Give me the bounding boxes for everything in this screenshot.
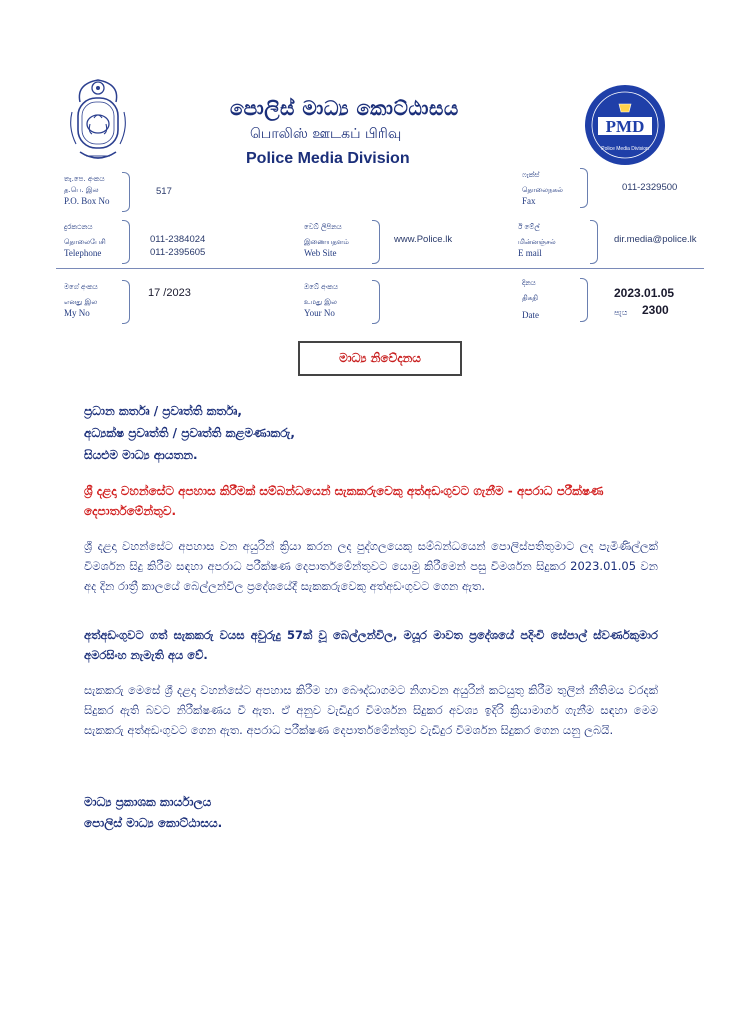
signature-block [84, 792, 658, 834]
pobox-label: තැ.පෙ. අංකය த.பெ. இல P.O. Box No [64, 175, 110, 206]
pmd-logo-text: PMD [605, 117, 645, 136]
header-divider [56, 268, 704, 269]
release-title-box [298, 341, 462, 376]
pmd-logo-ring-text: Police Media Division [601, 146, 649, 152]
website-value: www.Police.lk [394, 234, 453, 245]
your-no-label: ඔබේ අංකය உமது இல Your No [304, 283, 338, 318]
my-no-label: මගේ අංකය எனது இல My No [64, 283, 98, 318]
paragraph-2: අත්අඩංගුවට ගත් සැකකරු වයස අවුරුදු 57ක් වූ බෙල්ලන්විල, මයූර මාවත ප්‍රදේශයේ පදිංචි සේපාල් ස්වර්ණකුමාර අමරසිංහ නැමැති අය වේ. [84, 628, 658, 662]
website-brace [372, 220, 380, 264]
your-no-brace [372, 280, 380, 324]
email-brace [590, 220, 598, 264]
pmd-logo [584, 84, 666, 166]
address-line: අධ්‍යක්ෂ ප්‍රවෘත්ති / ප්‍රවෘත්ති කළමණාකරු, [84, 426, 295, 440]
title-sinhala: පොලිස් මාධ්‍ය කොට්ඨාසය [230, 96, 459, 120]
date-label: දිනය திகதி Date [522, 279, 539, 320]
release-title: මාධ්‍ය නිවේදනය [339, 351, 421, 365]
fax-brace [580, 168, 588, 208]
telephone-value-2: 011-2395605 [150, 247, 206, 258]
address-line: සියළුම මාධ්‍ය ආයතන. [84, 448, 198, 462]
title-english: Police Media Division [246, 150, 410, 167]
fax-label: ෆැක්ස් தொலைநகல் Fax [522, 171, 563, 206]
address-block [84, 400, 658, 466]
paragraph-3: සැකකරු මෙසේ ශ්‍රී දළදා වහන්සේට අපහාස කිරීම හා බෞද්ධාගමට නිගාවන අයුරින් කටයුතු කිරීම තුලින් නීතිමය වරදක් සිදුකර ඇති බවට නිරීක්ෂණය වී ඇත. ඒ අනුව වැඩිදුර විමර්ශන සිදුකර අවශ්‍ය ඉදිරි ක්‍රියාමාර්ග ගැනීම සඳහා මෙම සැකකරු අත්අඩංගුවට ගෙන ඇත. අපරාධ පරීක්ෂණ දෙපාර්තමේන්තුව වැඩිදුර විමර්ශන සිදුකර ගෙන යනු ලබයි. [84, 683, 658, 737]
email-label: ඊ මේල් மின்னஞ்சல் E mail [518, 223, 556, 258]
signature-line: පොලිස් මාධ්‍ය කොට්ඨාසය. [84, 816, 223, 830]
time-value: 2300 [642, 303, 669, 317]
telephone-brace [122, 220, 130, 264]
pobox-brace [122, 172, 130, 212]
pobox-value: 517 [156, 186, 172, 197]
email-value: dir.media@police.lk [614, 234, 697, 245]
date-value: 2023.01.05 [614, 286, 675, 300]
my-no-value: 17 /2023 [148, 287, 191, 299]
time-label: පැය [614, 308, 628, 317]
fax-value: 011-2329500 [622, 182, 678, 193]
paragraph-1: ශ්‍රී දළදා වහන්සේට අපහාස වන අයුරින් ක්‍රියා කරන ලද පුද්ගලයෙකු සම්බන්ධයෙන් පොලිස්පතිතුමාට ලද පැමිණිල්ලක් විමර්ශන සිදු කිරීම සඳහා අපරාධ පරීක්ෂණ දෙපාර්තමේන්තුවට යොමු කිරීමෙන් පසු විමර්ශන සිදුකර 2023.01.05 වන අද දින රාත්‍රී කාලයේ බෙල්ලන්විල ප්‍රදේශයේදී සැකකරුවෙකු අත්අඩංගුවට ගෙන ඇත. [84, 539, 658, 593]
telephone-label: දුරකථනය தொலைபேசி Telephone [64, 223, 106, 258]
signature-line: මාධ්‍ය ප්‍රකාශක කාර්යාලය [84, 795, 212, 809]
telephone-value-1: 011-2384024 [150, 234, 206, 245]
website-label: වෙබ් ලිපිනය இணையதளம் Web Site [304, 223, 349, 258]
police-crest-logo [66, 72, 130, 168]
address-line: ප්‍රධාන කර්තෘ / ප්‍රවෘත්ති කර්තෘ, [84, 404, 242, 418]
headline: ශ්‍රී දළදා වහන්සේට අපහාස කිරීමක් සම්බන්ධයෙන් සැකකරුවෙකු අත්අඩංගුවට ගැනීම - අපරාධ පරීක්ෂණ දෙපාර්තමේන්තුව. [84, 484, 604, 518]
date-brace [580, 278, 588, 322]
my-no-brace [122, 280, 130, 324]
title-tamil: பொலிஸ் ஊடகப் பிரிவு [250, 126, 402, 142]
